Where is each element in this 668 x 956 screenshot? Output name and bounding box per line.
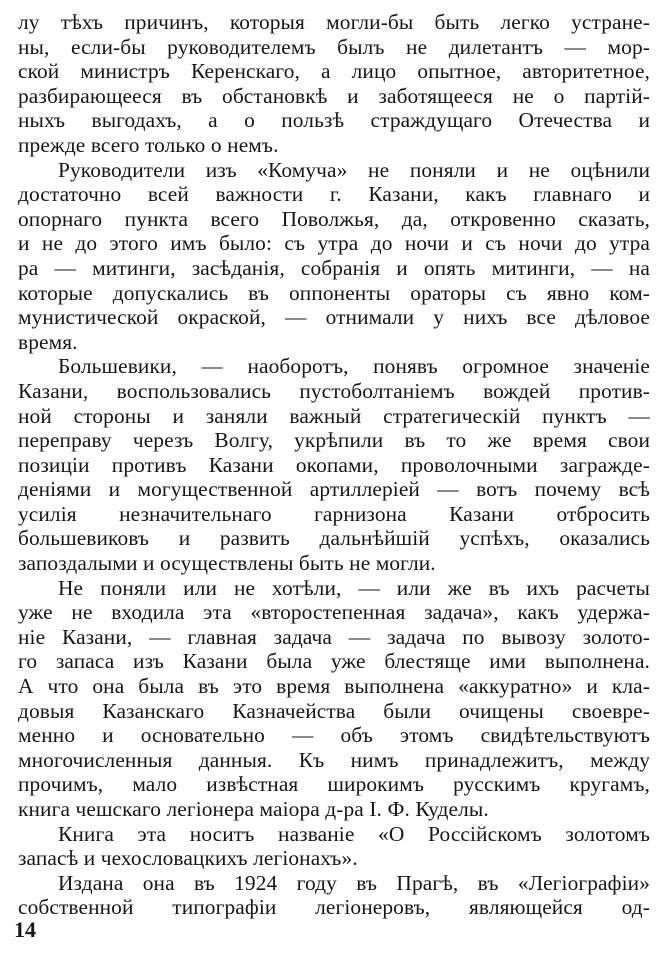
text-line: достаточно всей важности г. Казани, какъ главнаго и	[18, 182, 650, 207]
page-number: 14	[14, 917, 36, 942]
text-line: Большевики, — наоборотъ, понявъ огромное значеніе	[58, 354, 650, 379]
text-line: и не до этого имъ было: съ утра до ночи и съ ночи до утра	[18, 231, 650, 256]
text-line: лу тѣхъ причинъ, которыя могли-бы быть легко устране-	[18, 10, 650, 34]
text-line: переправу черезъ Волгу, укрѣпили въ то же время свои	[18, 428, 650, 453]
text-line: ныхъ выгодахъ, а о пользѣ страждущаго Отечества и	[18, 108, 650, 133]
text-line: ніе Казани, — главная задача — задача по вывозу золото-	[18, 624, 650, 649]
text-line: го запаса изъ Казани была уже блестяще ими выполнена.	[18, 649, 650, 674]
text-line: деніями и могущественной артиллеріей — вотъ почему всѣ	[18, 477, 650, 502]
text-line: запоздалыми и осуществлены быть не могли.	[18, 551, 436, 576]
paragraph-1	[18, 10, 650, 158]
text-line: ра — митинги, засѣданія, собранія и опять митинги, — на	[18, 255, 650, 280]
paragraph-3	[18, 354, 650, 575]
text-line: Книга эта носитъ названіе «О Россійскомъ золотомъ	[58, 821, 650, 846]
text-line: Руководители изъ «Комуча» не поняли и не оцѣнили	[58, 157, 650, 182]
text-line: усилія незначительнаго гарнизона Казани отбросить	[18, 501, 650, 526]
text-line: большевиковъ и развить дальнѣйшій успѣхъ, оказались	[18, 526, 650, 551]
text-line: Казани, воспользовались пустоболтаніемъ вождей против-	[18, 378, 650, 403]
text-line: ской министръ Керенскаго, а лицо опытное, авторитетное,	[18, 59, 650, 84]
text-line: опорнаго пункта всего Поволжья, да, откровенно сказать,	[18, 206, 650, 231]
text-line: Издана она въ 1924 году въ Прагѣ, въ «Легіографіи»	[58, 870, 650, 895]
text-line: позиціи противъ Казани окопами, проволочными загражде-	[18, 452, 650, 477]
text-line: ны, если-бы руководителемъ былъ не дилетантъ — мор-	[18, 34, 650, 59]
text-line: довыя Казанскаго Казначейства были очищены своевре-	[18, 698, 650, 723]
paragraph-4	[18, 576, 650, 822]
text-line: многочисленныя данныя. Къ нимъ принадлежитъ, между	[18, 747, 650, 772]
text-line: книга чешскаго легіонера маіора д-ра І. Ф. Куделы.	[18, 797, 489, 821]
text-line: Не поняли или не хотѣли, — или же въ ихъ расчеты	[58, 575, 650, 600]
text-line: которые допускались въ оппоненты ораторы съ явно ком-	[18, 280, 650, 305]
text-line: собственной типографіи легіонеровъ, являющейся од-	[18, 895, 650, 920]
text-line: время.	[18, 329, 78, 354]
text-line: А что она была въ это время выполнена «аккуратно» и кла-	[18, 674, 650, 699]
text-line: уже не входила эта «второстепенная задача», какъ удержа-	[18, 600, 650, 625]
paragraph-6	[18, 871, 650, 920]
body-text	[18, 10, 650, 920]
text-line: менно и основательно — объ этомъ свидѣтельствуютъ	[18, 723, 650, 748]
text-line: ной стороны и заняли важный стратегическій пунктъ —	[18, 403, 650, 428]
text-line: мунистической окраской, — отнимали у нихъ все дѣловое	[18, 305, 650, 330]
text-line: запасѣ и чехословацкихъ легіонахъ».	[18, 846, 358, 871]
text-line: прежде всего только о немъ.	[18, 132, 279, 157]
text-line: прочимъ, мало извѣстная широкимъ русскимъ кругамъ,	[18, 772, 650, 797]
paragraph-5	[18, 822, 650, 871]
paragraph-2	[18, 158, 650, 355]
text-line: разбирающееся въ обстановкѣ и заботящееся не о партій-	[18, 83, 650, 108]
